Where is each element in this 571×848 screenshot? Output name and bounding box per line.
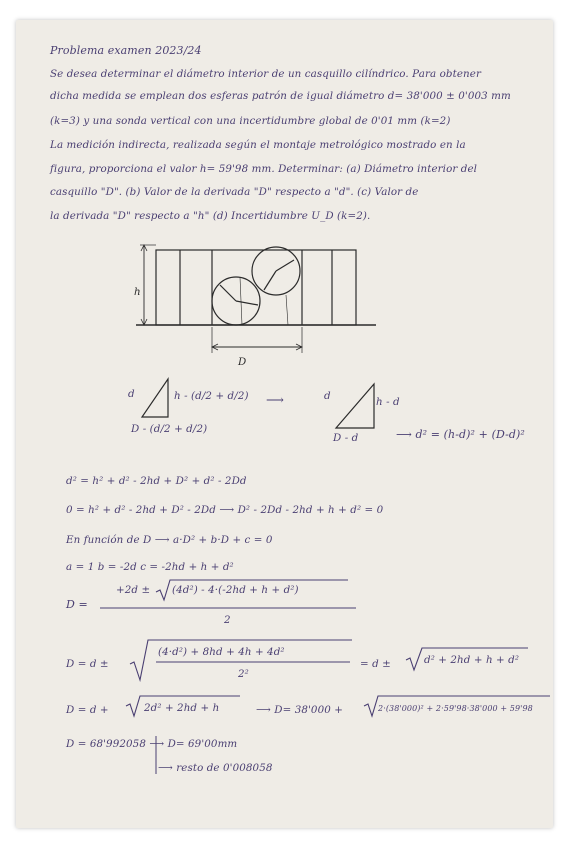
eq6-denominator: 2² (238, 668, 249, 680)
eq5-numerator-left: +2d ± (116, 584, 151, 596)
equation-4: a = 1 b = -2d c = -2hd + h + d² (66, 561, 234, 573)
t1-vertical-label: h - (d/2 + d/2) (174, 390, 249, 402)
eq6-right: = d ± (360, 658, 391, 670)
eq5-denominator: 2 (224, 614, 231, 626)
statement-line: (k=3) y una sonda vertical con una incertidumbre global de 0'01 mm (k=2) (50, 115, 451, 127)
t2-vertical-label: h - d (376, 396, 400, 408)
bushing-spheres-figure (136, 235, 376, 385)
equation-3: En función de D ⟶ a·D² + b·D + c = 0 (66, 534, 273, 546)
triangle-1 (138, 375, 172, 421)
eq5-D-equals: D = (66, 598, 88, 611)
statement-line: dicha medida se emplean dos esferas patrón de igual diámetro d= 38'000 ± 0'003 mm (50, 90, 511, 102)
eq7-root2: 2·(38'000)² + 2·59'98·38'000 + 59'98 (378, 704, 533, 713)
statement-line: La medición indirecta, realizada según el montaje metrológico mostrado en la (50, 139, 466, 151)
h-label: h (134, 286, 141, 298)
eq7-middle: ⟶ D= 38'000 + (256, 704, 343, 716)
equation-1: d² = h² + d² - 2hd + D² + d² - 2Dd (66, 475, 247, 487)
eq5-numerator-root: (4d²) - 4·(-2hd + h + d²) (172, 584, 299, 596)
statement-line: casquillo "D". (b) Valor de la derivada "D" respecto a "d". (c) Valor de (50, 186, 419, 198)
eq6-numerator: (4·d²) + 8hd + 4h + 4d² (158, 646, 285, 658)
eq6-root2: d² + 2hd + h + d² (424, 654, 520, 666)
pythagoras-equation: ⟶ d² = (h-d)² + (D-d)² (396, 428, 525, 441)
triangle-2 (332, 380, 378, 432)
statement-line: Se desea determinar el diámetro interior de un casquillo cilíndrico. Para obtener (50, 68, 481, 80)
t1-base-label: D - (d/2 + d/2) (131, 423, 208, 435)
result-D: D = 68'992058 ⟶ D= 69'00mm (66, 738, 238, 750)
eq5-fraction-bar (100, 606, 356, 610)
statement-line: la derivada "D" respecto a "h" (d) Incertidumbre U_D (k=2). (50, 210, 371, 222)
equation-2: 0 = h² + d² - 2hd + D² - 2Dd ⟶ D² - 2Dd - 2hd + h + d² = 0 (66, 504, 384, 516)
t2-side-label: d (324, 390, 331, 402)
t1-side-label: d (128, 388, 135, 400)
remainder: ⟶ resto de 0'008058 (158, 762, 273, 774)
D-label: D (238, 356, 247, 368)
eq7-root: 2d² + 2hd + h (144, 702, 220, 714)
eq6-left: D = d ± (66, 658, 109, 670)
arrow-between-triangles: ⟶ (266, 392, 285, 407)
notebook-page (16, 20, 553, 828)
statement-line: figura, proporciona el valor h= 59'98 mm. Determinar: (a) Diámetro interior del (50, 163, 478, 175)
t2-base-label: D - d (333, 432, 359, 444)
eq7-left: D = d + (66, 704, 109, 716)
problem-title: Problema examen 2023/24 (50, 44, 202, 57)
